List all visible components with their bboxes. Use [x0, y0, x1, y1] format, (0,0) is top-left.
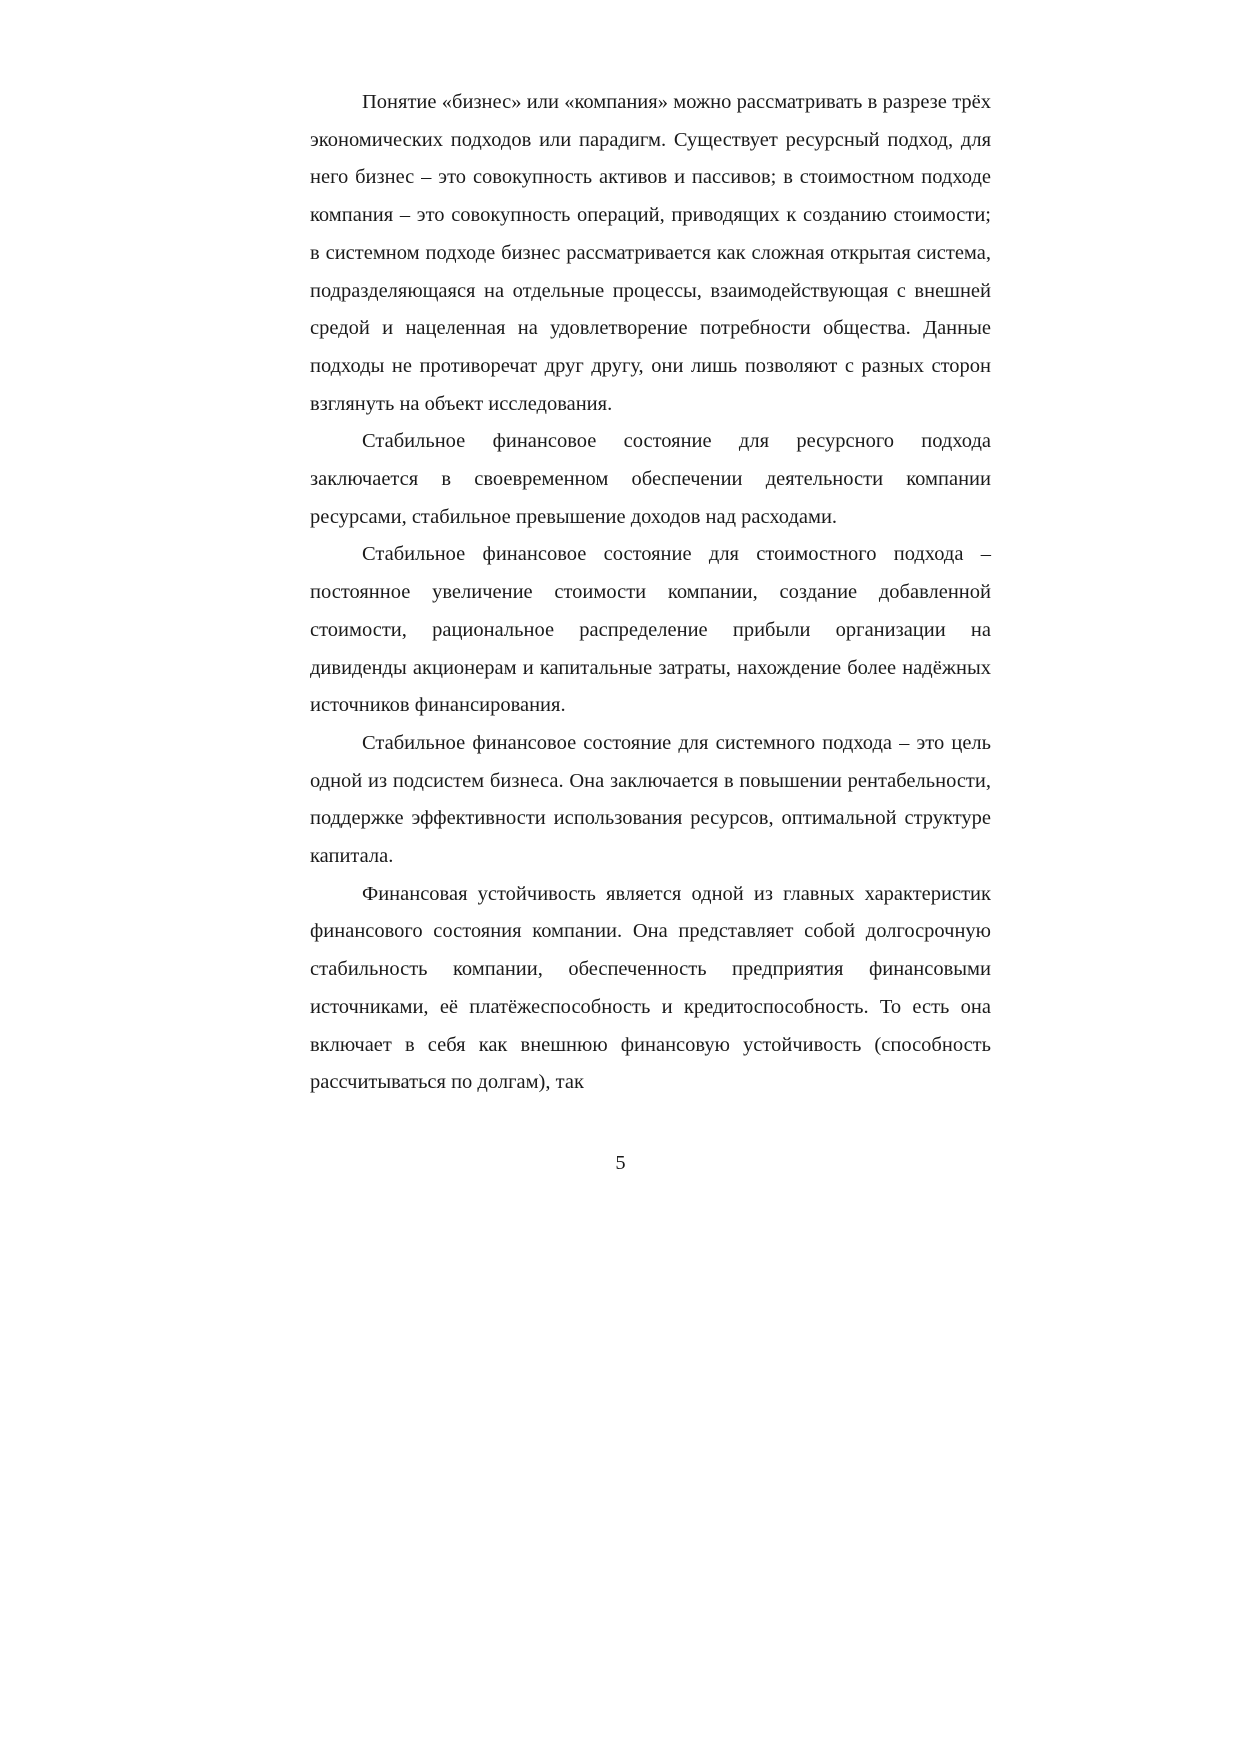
paragraph-resource-approach: Стабильное финансовое состояние для ресурсного подхода заключается в своевременном обеспечении деятельности компании ресурсами, стабильное превышение доходов над расходами.	[310, 430, 991, 528]
paragraph-approaches: Понятие «бизнес» или «компания» можно рассматривать в разрезе трёх экономических подходов или парадигм. Существует ресурсный подход, для него бизнес – это совокупность активов и пассивов; в стоимостном подходе компания – это совокупность операций, приводящих к созданию стоимости; в системном подходе бизнес рассматривается как сложная открытая система, подразделяющаяся на отдельные процессы, взаимодействующая с внешней средой и нацеленная на удовлетворение потребности общества. Данные подходы не противоречат друг другу, они лишь позволяют с разных сторон взглянуть на объект исследования.	[310, 91, 991, 415]
paragraph-system-approach: Стабильное финансовое состояние для системного подхода – это цель одной из подсистем бизнеса. Она заключается в повышении рентабельности, поддержке эффективности использования ресурсов, оптимальной структуре капитала.	[310, 731, 991, 868]
document-body	[310, 84, 991, 1102]
page-number: 5	[615, 1152, 626, 1174]
paragraph-value-approach: Стабильное финансовое состояние для стоимостного подхода – постоянное увеличение стоимости компании, создание добавленной стоимости, рациональное распределение прибыли организации на дивиденды акционерам и капитальные затраты, нахождение более надёжных источников финансирования.	[310, 543, 991, 717]
paragraph-financial-stability: Финансовая устойчивость является одной из главных характеристик финансового состояния компании. Она представляет собой долгосрочную стабильность компании, обеспеченность предприятия финансовыми источниками, её платёжеспособность и кредитоспособность. То есть она включает в себя как внешнюю финансовую устойчивость (способность рассчитываться по долгам), так	[310, 882, 991, 1094]
